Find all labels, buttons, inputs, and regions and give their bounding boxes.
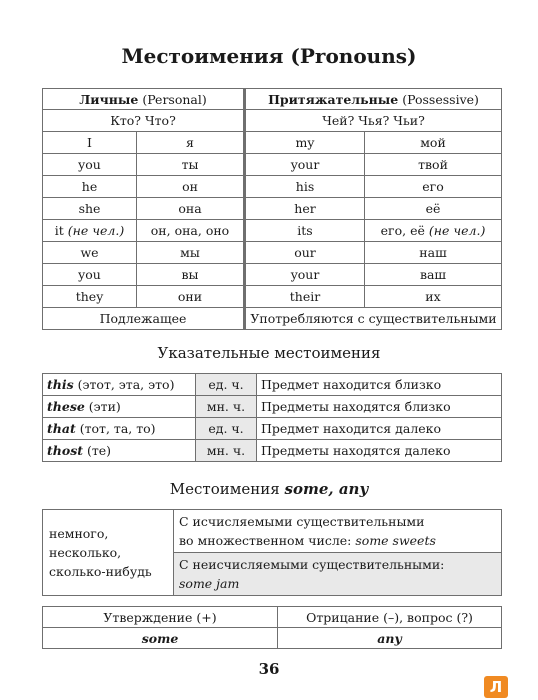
possessive-ru: ваш	[365, 264, 502, 286]
demonstrative-meaning: Предметы находятся близко	[257, 396, 502, 418]
table-row	[43, 154, 502, 176]
footer-personal: Подлежащее	[43, 308, 245, 330]
possessive-en: his	[245, 176, 365, 198]
pronoun-en: she	[43, 198, 137, 220]
possessive-en: your	[245, 264, 365, 286]
header-possessive: Притяжательные (Possessive)	[245, 89, 502, 110]
grammatical-number: ед. ч.	[196, 418, 257, 440]
publisher-logo-icon: Л	[484, 676, 508, 698]
grammatical-number: ед. ч.	[196, 374, 257, 396]
possessive-ru: наш	[365, 242, 502, 264]
demonstrative-word: thost (те)	[43, 440, 196, 462]
footer-possessive: Употребляются с существительными	[245, 308, 502, 330]
negative-question-header: Отрицание (–), вопрос (?)	[278, 607, 502, 628]
any-cell: any	[278, 628, 502, 649]
pronoun-ru: мы	[137, 242, 245, 264]
question-personal: Кто? Что?	[43, 110, 245, 132]
pronoun-ru: она	[137, 198, 245, 220]
pronoun-en: we	[43, 242, 137, 264]
note-not-human: (не чел.)	[428, 223, 486, 238]
pronoun-ru: я	[137, 132, 245, 154]
demonstrative-table	[42, 373, 502, 462]
possessive-en: her	[245, 198, 365, 220]
table-row	[43, 220, 502, 242]
table-row	[43, 396, 502, 418]
table-row	[43, 374, 502, 396]
pronoun-ru: он	[137, 176, 245, 198]
question-possessive: Чей? Чья? Чьи?	[245, 110, 502, 132]
possessive-ru: его, её (не чел.)	[365, 220, 502, 242]
possessive-en: their	[245, 286, 365, 308]
grammatical-number: мн. ч.	[196, 440, 257, 462]
possessive-ru: мой	[365, 132, 502, 154]
demonstrative-word: this (этот, эта, это)	[43, 374, 196, 396]
possessive-ru: их	[365, 286, 502, 308]
grammatical-number: мн. ч.	[196, 396, 257, 418]
table-row	[43, 198, 502, 220]
header-personal: Личные (Personal)	[43, 89, 245, 110]
pronoun-en: you	[43, 264, 137, 286]
pronoun-en: it (не чел.)	[43, 220, 137, 242]
possessive-ru: его	[365, 176, 502, 198]
some-any-title: Местоимения some, any	[169, 480, 369, 498]
pronoun-ru: они	[137, 286, 245, 308]
page-title: Местоимения (Pronouns)	[121, 44, 417, 68]
possessive-en: our	[245, 242, 365, 264]
affirmative-header: Утверждение (+)	[43, 607, 278, 628]
demonstrative-meaning: Предмет находится далеко	[257, 418, 502, 440]
pronouns-table	[42, 88, 502, 330]
demonstrative-meaning: Предмет находится близко	[257, 374, 502, 396]
pronoun-ru: он, она, оно	[137, 220, 245, 242]
demonstrative-word: that (тот, та, то)	[43, 418, 196, 440]
table-row	[43, 132, 502, 154]
pronoun-en: I	[43, 132, 137, 154]
table-row	[43, 440, 502, 462]
pronoun-ru: ты	[137, 154, 245, 176]
table-row	[43, 264, 502, 286]
demonstrative-title: Указательные местоимения	[157, 344, 381, 362]
possessive-en: your	[245, 154, 365, 176]
table-row	[43, 176, 502, 198]
demonstrative-word: these (эти)	[43, 396, 196, 418]
possessive-ru: твой	[365, 154, 502, 176]
some-any-meaning: немного, несколько, сколько-нибудь	[43, 510, 174, 596]
possessive-en: my	[245, 132, 365, 154]
uncountable-usage: С неисчисляемыми существительными: some jam	[174, 553, 502, 596]
possessive-ru: её	[365, 198, 502, 220]
pronoun-en: they	[43, 286, 137, 308]
some-cell: some	[43, 628, 278, 649]
possessive-en: its	[245, 220, 365, 242]
demonstrative-meaning: Предметы находятся далеко	[257, 440, 502, 462]
pronoun-ru: вы	[137, 264, 245, 286]
table-row	[43, 286, 502, 308]
pronoun-en: he	[43, 176, 137, 198]
note-not-human: (не чел.)	[67, 223, 125, 238]
page-number: 36	[258, 660, 280, 678]
countable-usage: С исчисляемыми существительными во множественном числе: some sweets	[174, 510, 502, 553]
pronoun-en: you	[43, 154, 137, 176]
table-row	[43, 242, 502, 264]
table-row	[43, 418, 502, 440]
some-any-usage-table	[42, 606, 502, 649]
some-any-table	[42, 509, 502, 596]
